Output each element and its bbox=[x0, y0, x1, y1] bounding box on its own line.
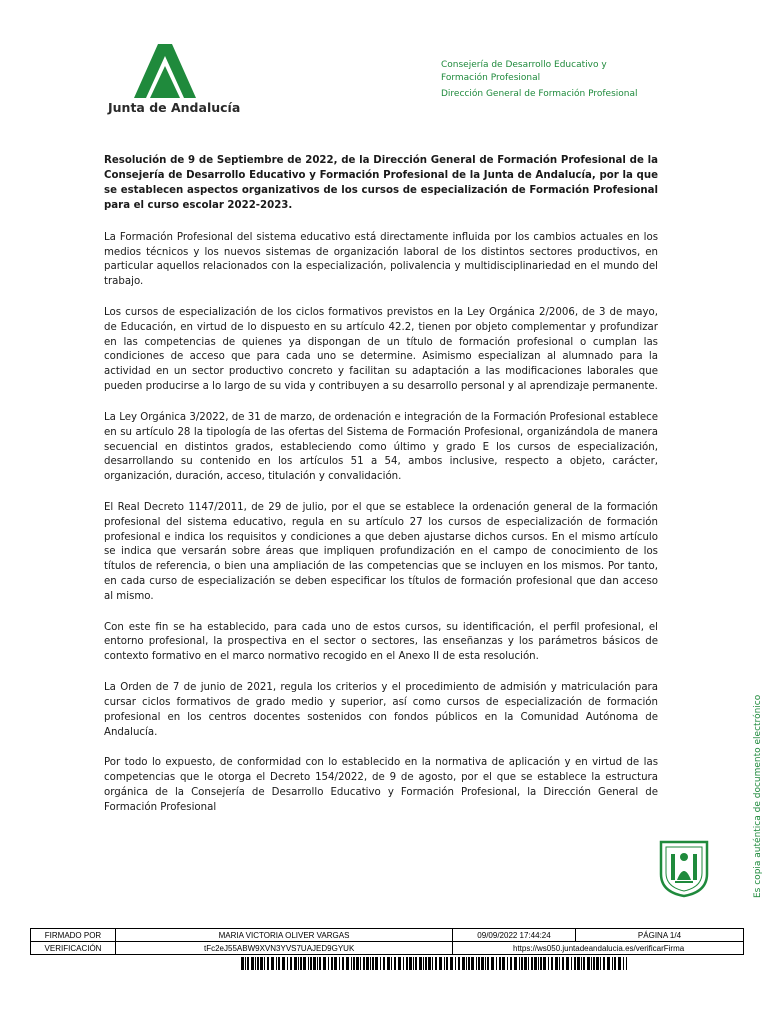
department-line-2: Formación Profesional bbox=[441, 73, 541, 83]
verification-row bbox=[31, 942, 744, 955]
page-number: PÁGINA 1/4 bbox=[576, 929, 744, 942]
signature-datetime: 09/09/2022 17:44:24 bbox=[453, 929, 576, 942]
junta-a-logo-icon bbox=[130, 44, 200, 98]
paragraph-2: Los cursos de especialización de los ciclos formativos previstos en la Ley Orgánica 2/2006, de 3 de mayo, de Educación, en virtud de lo dispuesto en su artículo 42.2, tienen por objeto complementar y profundizar en las competencias de quienes ya dispongan de un título de formación profesional o cumplan las condiciones de acceso que para cada uno se determine. Asimismo especializan al alumnado para la actividad en un sector productivo concreto y facilitan su adaptación a las modificaciones laborales que pueden producirse a lo largo de su vida y contribuyen a su desarrollo personal y al aprendizaje permanente. bbox=[104, 306, 658, 393]
authenticity-note: Es copia auténtica de documento electrónico bbox=[753, 694, 763, 898]
verification-label: VERIFICACIÓN bbox=[31, 942, 116, 955]
verification-barcode-icon bbox=[241, 957, 627, 970]
logo-text: Junta de Andalucía bbox=[108, 100, 241, 115]
verification-code: tFc2eJ55ABW9XVN3YVS7UAJED9GYUK bbox=[116, 942, 453, 955]
paragraph-6: La Orden de 7 de junio de 2021, regula los criterios y el procedimiento de admisión y matriculación para cursar ciclos formativos de grado medio y superior, así como cursos de especialización de formación profesional en los centros docentes sostenidos con fondos públicos en la Comunidad Autónoma de Andalucía. bbox=[104, 681, 658, 738]
paragraph-4: El Real Decreto 1147/2011, de 29 de julio, por el que se establece la ordenación general de la formación profesional del sistema educativo, regula en su artículo 27 los cursos de especialización de formación profesional e indica los requisitos y condiciones a que deben ajustarse dichos cursos. En el mismo artículo se indica que versarán sobre áreas que impliquen profundización en el campo de conocimiento de los títulos de referencia, o bien una ampliación de las competencias que se incluyen en los mismos. Por tanto, en cada curso de especialización se deben especificar los títulos de formación profesional que dan acceso al mismo. bbox=[104, 501, 658, 603]
signer-name: MARIA VICTORIA OLIVER VARGAS bbox=[116, 929, 453, 942]
paragraph-7: Por todo lo expuesto, de conformidad con lo establecido en la normativa de aplicación y en virtud de las competencias que le otorga el Decreto 154/2022, de 9 de agosto, por el que se establece la estructura orgánica de la Consejería de Desarrollo Educativo y Formación Profesional, la Dirección General de Formación Profesional bbox=[104, 756, 658, 813]
directorate-name: Dirección General de Formación Profesional bbox=[441, 89, 638, 99]
signed-by-label: FIRMADO POR bbox=[31, 929, 116, 942]
signature-table bbox=[30, 928, 744, 955]
paragraph-3: La Ley Orgánica 3/2022, de 31 de marzo, de ordenación e integración de la Formación Profesional establece en su artículo 28 la tipología de las ofertas del Sistema de Formación Profesional, organizándola de manera secuencial en distintos grados, estableciendo como último y grado E los cursos de especialización, desarrollando su contenido en los artículos 51 a 54, ambos inclusive, respecto a objeto, carácter, organización, duración, acceso, titulación y convalidación. bbox=[104, 411, 658, 483]
document-title: Resolución de 9 de Septiembre de 2022, de la Dirección General de Formación Profesional de la Consejería de Desarrollo Educativo y Formación Profesional de la Junta de Andalucía, por la que se establecen aspectos organizativos de los cursos de especialización de Formación Profesional para el curso escolar 2022-2023. bbox=[104, 155, 658, 211]
department-header bbox=[441, 59, 637, 101]
department-line-1: Consejería de Desarrollo Educativo y bbox=[441, 60, 607, 70]
paragraph-1: La Formación Profesional del sistema educativo está directamente influida por los cambios actuales en los medios técnicos y los nuevos sistemas de organización laboral de los distintos sectores productivos, en particular aquellos relacionados con la especialización, polivalencia y multidisciplinariedad en el mundo del trabajo. bbox=[104, 231, 658, 288]
signature-row bbox=[31, 929, 744, 942]
verification-url[interactable]: https://ws050.juntadeandalucia.es/verificarFirma bbox=[453, 942, 744, 955]
document-body bbox=[104, 154, 658, 831]
junta-logo bbox=[100, 44, 240, 120]
paragraph-5: Con este fin se ha establecido, para cada uno de estos cursos, su identificación, el perfil profesional, el entorno profesional, la prospectiva en el sector o sectores, las enseñanzas y los parámetros básicos de contexto formativo en el marco normativo recogido en el Anexo II de esta resolución. bbox=[104, 621, 658, 663]
andalucia-seal-icon bbox=[655, 836, 713, 898]
